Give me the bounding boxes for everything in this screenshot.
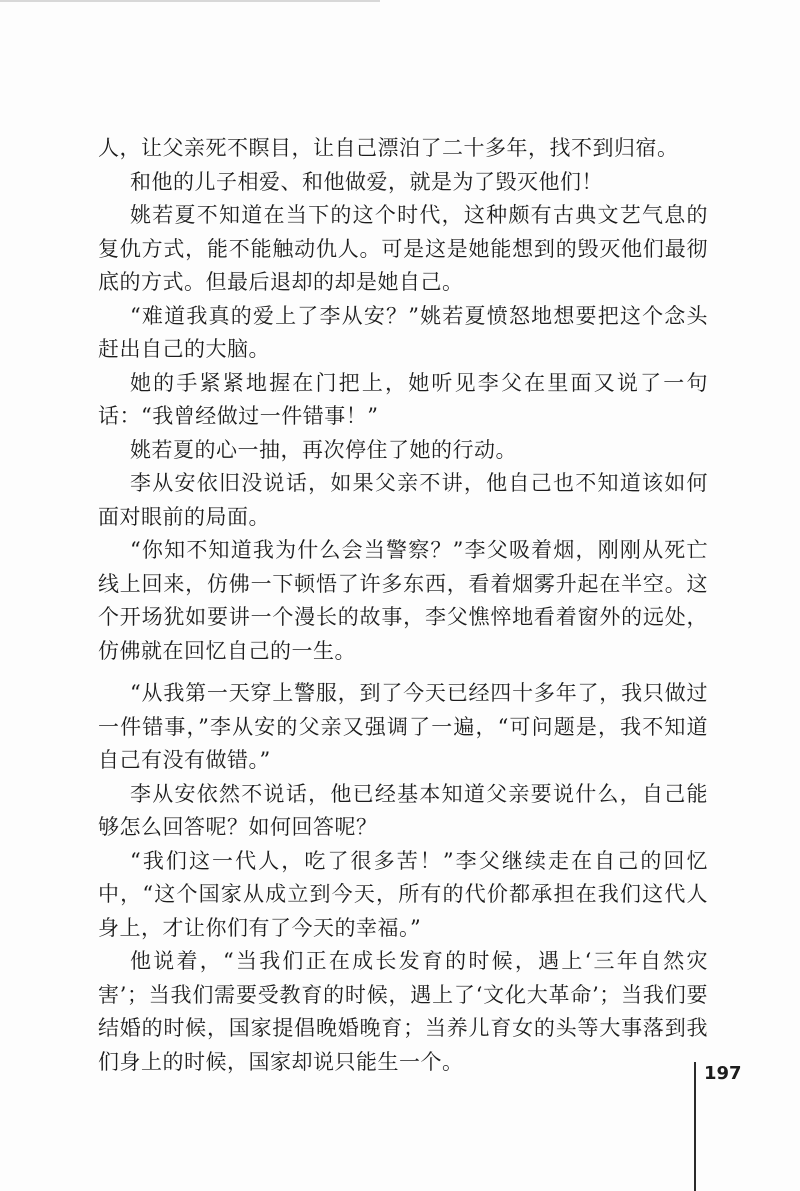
page-number: 197: [704, 1063, 742, 1084]
paragraph: 人，让父亲死不瞑目，让自己漂泊了二十多年，找不到归宿。: [98, 136, 679, 160]
text-block-lower: [98, 677, 708, 1079]
text-block-upper: [98, 132, 708, 668]
paragraph: “我们这一代人，吃了很多苦！”李父继续走在自己的回忆中，“这个国家从成立到今天，所有的代价都承担在我们这代人身上，才让你们有了今天的幸福。”: [98, 848, 708, 940]
paragraph: 李从安依旧没说话，如果父亲不讲，他自己也不知道该如何面对眼前的局面。: [98, 471, 708, 529]
page-number-rule: [694, 1062, 696, 1191]
paragraph: 李从安依然不说话，他已经基本知道父亲要说什么，自己能够怎么回答呢？如何回答呢？: [98, 781, 708, 839]
paragraph: “你知不知道我为什么会当警察？”李父吸着烟，刚刚从死亡线上回来，仿佛一下顿悟了许多东西，看着烟雾升起在半空。这个开场犹如要讲一个漫长的故事，李父憔悴地看着窗外的远处，仿佛就在回忆自己的一生。: [98, 538, 708, 663]
paragraph: 姚若夏不知道在当下的这个时代，这种颇有古典文艺气息的复仇方式，能不能触动仇人。可是这是她能想到的毁灭他们最彻底的方式。但最后退却的却是她自己。: [98, 203, 708, 294]
paragraph: 她的手紧紧地握在门把上，她听见李父在里面又说了一句话：“我曾经做过一件错事！”: [98, 370, 708, 428]
paragraph: “从我第一天穿上警服，到了今天已经四十多年了，我只做过一件错事，”李从安的父亲又强调了一遍，“可问题是，我不知道自己有没有做错。”: [98, 681, 708, 772]
paragraph: 他说着，“当我们正在成长发育的时候，遇上‘三年自然灾害’；当我们需要受教育的时候，遇上了‘文化大革命’；当我们要结婚的时候，国家提倡晚婚晚育；当养儿育女的头等大事落到我们身上的时候，国家却说只能生一个。: [98, 949, 708, 1074]
paragraph: “难道我真的爱上了李从安？”姚若夏愤怒地想要把这个念头赶出自己的大脑。: [98, 303, 708, 361]
paragraph: 姚若夏的心一抽，再次停住了她的行动。: [130, 437, 517, 462]
paragraph: 和他的儿子相爱、和他做爱，就是为了毁灭他们！: [130, 169, 603, 194]
scan-edge-line: [0, 0, 380, 2]
